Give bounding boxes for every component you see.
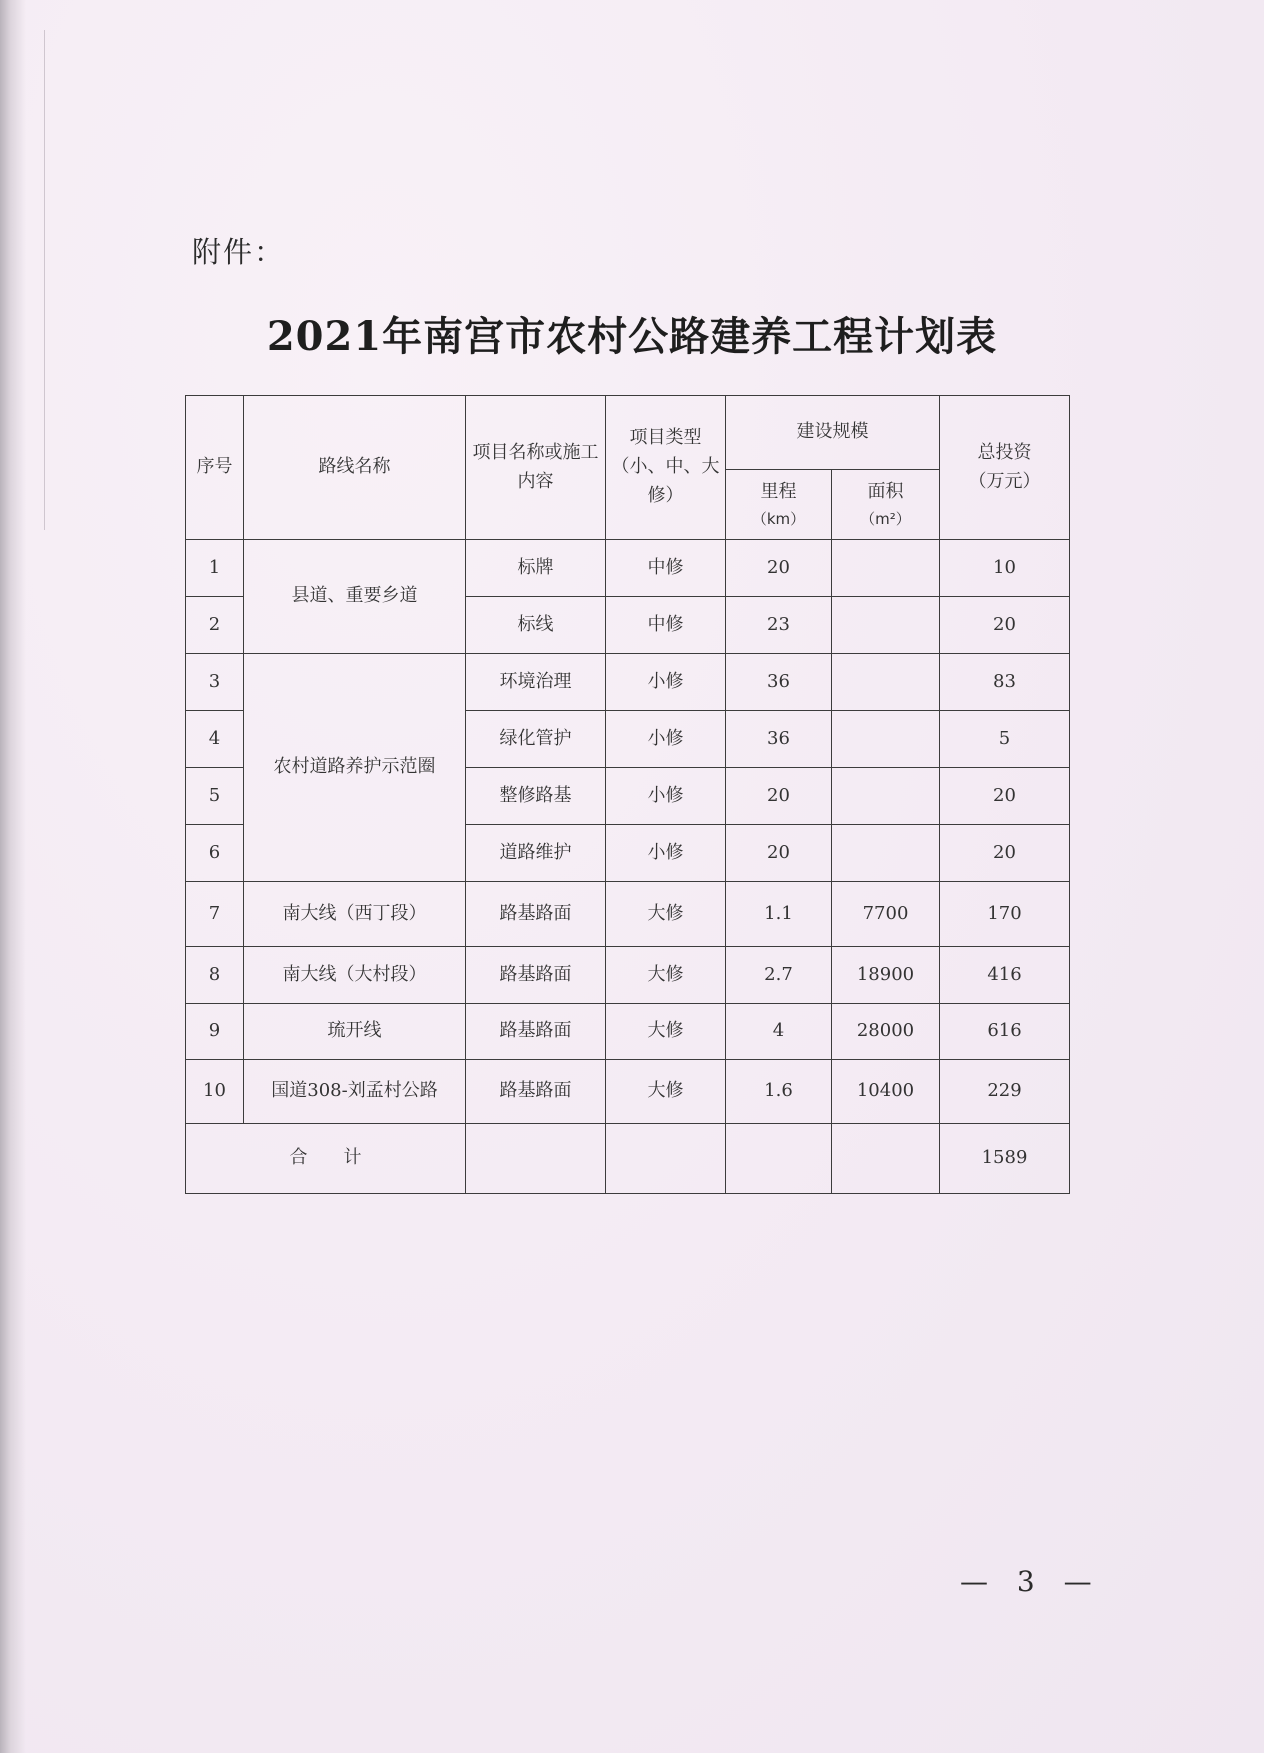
header-type: 项目类型（小、中、大修） [606, 396, 726, 540]
cell-seq: 10 [186, 1060, 244, 1124]
cell-seq: 7 [186, 882, 244, 947]
cell-investment: 10 [940, 540, 1070, 597]
header-area-unit: （m²） [860, 509, 911, 528]
cell-type: 大修 [606, 1004, 726, 1060]
cell-project: 路基路面 [466, 1060, 606, 1124]
attachment-label: 附件： [192, 235, 286, 269]
plan-table [185, 395, 1070, 1194]
cell-length: 20 [726, 768, 832, 825]
cell-seq: 5 [186, 768, 244, 825]
cell-seq: 1 [186, 540, 244, 597]
scan-edge-line [44, 30, 45, 530]
header-area [832, 470, 940, 540]
cell-type: 大修 [606, 1060, 726, 1124]
cell-route: 琉开线 [244, 1004, 466, 1060]
cell-area: 10400 [832, 1060, 940, 1124]
cell-project: 环境治理 [466, 654, 606, 711]
cell-area [832, 711, 940, 768]
table-row [186, 654, 1070, 711]
cell-area [832, 825, 940, 882]
cell-investment: 416 [940, 947, 1070, 1004]
header-project: 项目名称或施工内容 [466, 396, 606, 540]
cell-project: 道路维护 [466, 825, 606, 882]
cell-seq: 9 [186, 1004, 244, 1060]
cell-project: 标牌 [466, 540, 606, 597]
header-scale: 建设规模 [726, 396, 940, 470]
cell-length: 1.1 [726, 882, 832, 947]
cell-route: 南大线（西丁段） [244, 882, 466, 947]
cell-type: 小修 [606, 654, 726, 711]
cell-length: 20 [726, 825, 832, 882]
cell-project: 路基路面 [466, 1004, 606, 1060]
header-length [726, 470, 832, 540]
cell-length: 23 [726, 597, 832, 654]
total-row [186, 1124, 1070, 1194]
cell-type: 小修 [606, 711, 726, 768]
cell-investment: 170 [940, 882, 1070, 947]
cell-type: 中修 [606, 540, 726, 597]
cell-investment: 20 [940, 768, 1070, 825]
cell-route: 农村道路养护示范圈 [244, 654, 466, 882]
table-row [186, 1060, 1070, 1124]
cell-length: 1.6 [726, 1060, 832, 1124]
cell-length: 2.7 [726, 947, 832, 1004]
total-empty-cell [606, 1124, 726, 1194]
cell-type: 大修 [606, 947, 726, 1004]
page-title: 2021年南宫市农村公路建养工程计划表 [266, 313, 998, 360]
table-row [186, 882, 1070, 947]
cell-type: 大修 [606, 882, 726, 947]
cell-length: 20 [726, 540, 832, 597]
cell-project: 路基路面 [466, 947, 606, 1004]
cell-investment: 20 [940, 825, 1070, 882]
cell-length: 4 [726, 1004, 832, 1060]
header-route: 路线名称 [244, 396, 466, 540]
cell-seq: 6 [186, 825, 244, 882]
cell-area: 18900 [832, 947, 940, 1004]
cell-investment: 83 [940, 654, 1070, 711]
total-empty-cell [466, 1124, 606, 1194]
total-empty-cell [726, 1124, 832, 1194]
total-investment: 1589 [940, 1124, 1070, 1194]
cell-project: 整修路基 [466, 768, 606, 825]
page-number: — 3 — [960, 1565, 1102, 1598]
cell-route: 南大线（大村段） [244, 947, 466, 1004]
cell-area [832, 768, 940, 825]
total-label: 合 计 [186, 1124, 466, 1194]
cell-seq: 8 [186, 947, 244, 1004]
header-seq: 序号 [186, 396, 244, 540]
table-row [186, 1004, 1070, 1060]
cell-type: 中修 [606, 597, 726, 654]
cell-type: 小修 [606, 825, 726, 882]
cell-seq: 4 [186, 711, 244, 768]
scan-edge-shadow [0, 0, 26, 1753]
cell-area [832, 597, 940, 654]
cell-seq: 3 [186, 654, 244, 711]
header-investment-unit: （万元） [968, 470, 1041, 492]
cell-project: 绿化管护 [466, 711, 606, 768]
table-row [186, 540, 1070, 597]
cell-route: 县道、重要乡道 [244, 540, 466, 654]
header-investment [940, 396, 1070, 540]
header-length-label: 里程 [760, 481, 797, 503]
cell-area [832, 540, 940, 597]
cell-seq: 2 [186, 597, 244, 654]
cell-length: 36 [726, 654, 832, 711]
header-length-unit: （km） [751, 509, 806, 528]
header-investment-label: 总投资 [977, 441, 1032, 463]
cell-area [832, 654, 940, 711]
cell-investment: 20 [940, 597, 1070, 654]
cell-project: 标线 [466, 597, 606, 654]
cell-length: 36 [726, 711, 832, 768]
cell-type: 小修 [606, 768, 726, 825]
cell-investment: 229 [940, 1060, 1070, 1124]
cell-area: 28000 [832, 1004, 940, 1060]
cell-area: 7700 [832, 882, 940, 947]
cell-route: 国道308-刘孟村公路 [244, 1060, 466, 1124]
cell-project: 路基路面 [466, 882, 606, 947]
cell-investment: 616 [940, 1004, 1070, 1060]
cell-investment: 5 [940, 711, 1070, 768]
header-area-label: 面积 [867, 481, 904, 503]
table-row [186, 947, 1070, 1004]
total-empty-cell [832, 1124, 940, 1194]
